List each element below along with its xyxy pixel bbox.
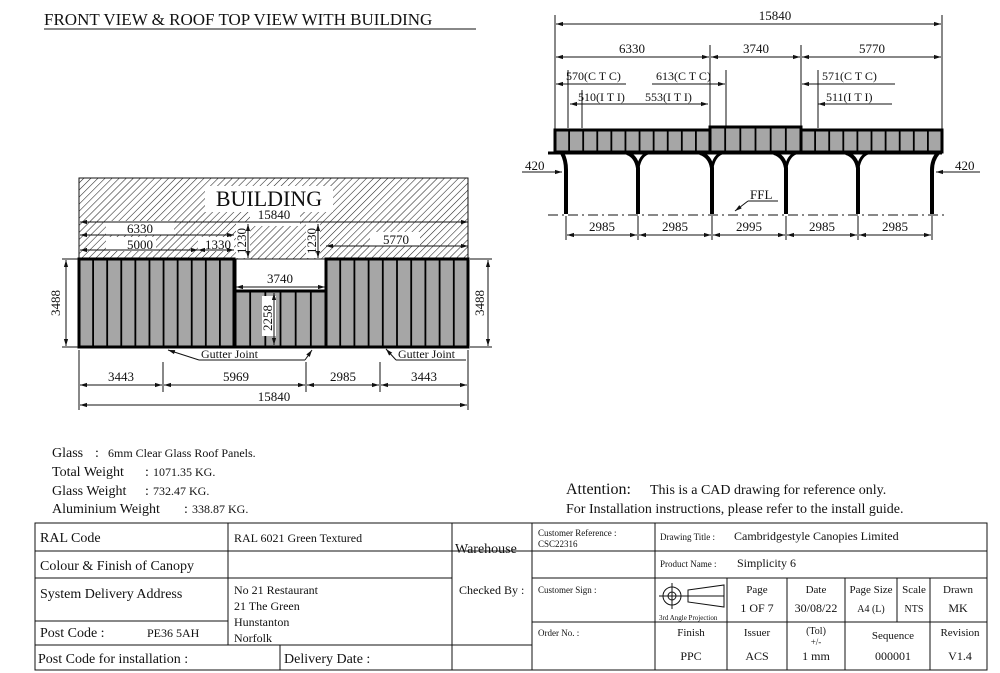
front-dim-overall-bottom: 15840: [257, 389, 291, 404]
page-size-label: Page Size: [849, 584, 893, 596]
total-weight-value: 1071.35 KG.: [153, 465, 216, 479]
front-dim-height-left: 3488: [48, 290, 63, 316]
front-dim-left-step: 1330: [205, 237, 231, 252]
tol-value: 1 mm: [802, 649, 830, 663]
drawing-title-value: Cambridgestyle Canopies Limited: [734, 529, 899, 543]
front-dim-step-h-right: 1230: [304, 228, 319, 254]
roof-strip: [555, 127, 942, 152]
aluminium-weight-sep: :: [184, 502, 188, 517]
product-name-label: Product Name :: [660, 559, 717, 569]
issuer-value: ACS: [745, 649, 769, 663]
top-dim-overhang-right: 420: [955, 158, 975, 173]
top-dim-span-3: 2995: [736, 219, 762, 234]
front-dim-bottom-2: 5969: [223, 369, 249, 384]
ral-code-label: RAL Code: [40, 531, 101, 546]
date-label: Date: [805, 584, 827, 596]
top-dim-span-4: 2985: [809, 219, 835, 234]
date-value: 30/08/22: [794, 601, 838, 615]
top-dim-bay-2: 3740: [743, 41, 769, 56]
drawing-title-label: Drawing Title :: [660, 532, 716, 542]
top-dim-bay-3: 5770: [859, 41, 885, 56]
address-line-3: Hunstanton: [234, 615, 290, 629]
total-weight-sep: :: [145, 465, 149, 480]
attention-line1: This is a CAD drawing for reference only.: [650, 483, 887, 498]
building-label: BUILDING: [215, 186, 323, 211]
top-dim-overhang-left: 420: [525, 158, 545, 173]
page-size-value: A4 (L): [857, 604, 885, 615]
tol-label: (Tol): [806, 626, 826, 637]
glass-weight-value: 732.47 KG.: [153, 484, 210, 498]
revision-label: Revision: [940, 627, 980, 639]
gutter-joint-right-label: Gutter Joint: [398, 347, 455, 361]
front-left-canopy: [79, 259, 234, 347]
aluminium-weight-label: Aluminium Weight: [52, 502, 160, 517]
front-dim-bottom-4: 3443: [411, 369, 437, 384]
top-dim-itl-1: 510(I T I): [578, 90, 625, 104]
glass-label: Glass: [52, 446, 84, 461]
glass-weight-label: Glass Weight: [52, 484, 127, 499]
front-dim-left-bay: 6330: [127, 221, 153, 236]
post-code-label: Post Code :: [40, 626, 105, 641]
order-no-label: Order No. :: [538, 628, 580, 638]
third-angle-projection-icon: [659, 583, 724, 609]
front-dim-height-right: 3488: [472, 290, 487, 316]
address-line-2: 21 The Green: [234, 599, 300, 613]
front-dim-bottom-1: 3443: [108, 369, 134, 384]
front-dim-step-h-left: 1230: [234, 228, 249, 254]
top-dim-ctc-1: 570(C T C): [566, 69, 621, 83]
top-dim-bay-1: 6330: [619, 41, 645, 56]
top-dim-span-1: 2985: [589, 219, 615, 234]
top-dim-span-5: 2985: [882, 219, 908, 234]
scale-value: NTS: [904, 604, 924, 615]
top-dim-ctc-3: 571(C T C): [822, 69, 877, 83]
aluminium-weight-value: 338.87 KG.: [192, 502, 249, 516]
front-dim-middle-height: 2258: [260, 305, 275, 331]
sequence-value: 000001: [875, 649, 911, 663]
gutter-joint-left-label: Gutter Joint: [201, 347, 258, 361]
delivery-date-label: Delivery Date :: [284, 652, 371, 667]
customer-ref-label: Customer Reference :: [538, 528, 617, 538]
top-dim-span-2: 2985: [662, 219, 688, 234]
tol-pm: +/-: [810, 637, 822, 647]
post-code-value: PE36 5AH: [147, 626, 200, 640]
front-dim-bottom-3: 2985: [330, 369, 356, 384]
page-label: Page: [746, 584, 768, 596]
glass-sep: :: [95, 446, 99, 461]
drawn-value: MK: [948, 601, 968, 615]
attention: [566, 481, 903, 517]
drawn-label: Drawn: [943, 584, 973, 596]
product-name-value: Simplicity 6: [737, 556, 797, 570]
attention-line2: For Installation instructions, please refer to the install guide.: [566, 502, 904, 517]
top-dim-itl-3: 511(I T I): [826, 90, 873, 104]
front-middle-canopy: [235, 291, 326, 347]
front-dim-left-inner: 5000: [127, 237, 153, 252]
ffl-label: FFL: [750, 187, 773, 202]
title-block-text: [38, 528, 980, 667]
warehouse-label: Warehouse: [455, 542, 517, 557]
customer-sign-label: Customer Sign :: [538, 585, 597, 595]
specs: [52, 446, 256, 517]
top-view: [522, 8, 980, 240]
ral-code-value: RAL 6021 Green Textured: [234, 531, 363, 545]
sequence-label: Sequence: [871, 630, 915, 642]
scale-label: Scale: [902, 584, 926, 596]
attention-label: Attention:: [566, 481, 631, 498]
address-line-1: No 21 Restaurant: [234, 583, 318, 597]
top-dim-itl-2: 553(I T I): [645, 90, 692, 104]
glass-value: 6mm Clear Glass Roof Panels.: [108, 446, 256, 460]
page-value: 1 OF 7: [740, 601, 774, 615]
post-code-install-label: Post Code for installation :: [38, 652, 189, 667]
front-dim-middle-bay: 3740: [267, 271, 293, 286]
address-line-4: Norfolk: [234, 631, 272, 645]
projection-label: 3rd Angle Projection: [659, 614, 718, 622]
glass-weight-sep: :: [145, 484, 149, 499]
drawing-title: FRONT VIEW & ROOF TOP VIEW WITH BUILDING: [44, 10, 433, 29]
front-dim-overall-top: 15840: [257, 207, 291, 222]
checked-by-label: Checked By :: [459, 583, 525, 597]
finish-value: PPC: [680, 649, 702, 663]
front-view: [48, 178, 492, 410]
top-dim-ctc-2: 613(C T C): [656, 69, 711, 83]
top-dim-overall: 15840: [758, 8, 792, 23]
front-dim-right-bay: 5770: [383, 232, 409, 247]
customer-ref-value: CSC22316: [538, 539, 578, 549]
revision-value: V1.4: [948, 649, 972, 663]
front-right-canopy: [326, 259, 468, 347]
colour-finish-label: Colour & Finish of Canopy: [40, 559, 195, 574]
total-weight-label: Total Weight: [52, 465, 124, 480]
delivery-address-label: System Delivery Address: [40, 587, 183, 602]
issuer-label: Issuer: [743, 627, 771, 639]
finish-label: Finish: [677, 627, 705, 639]
